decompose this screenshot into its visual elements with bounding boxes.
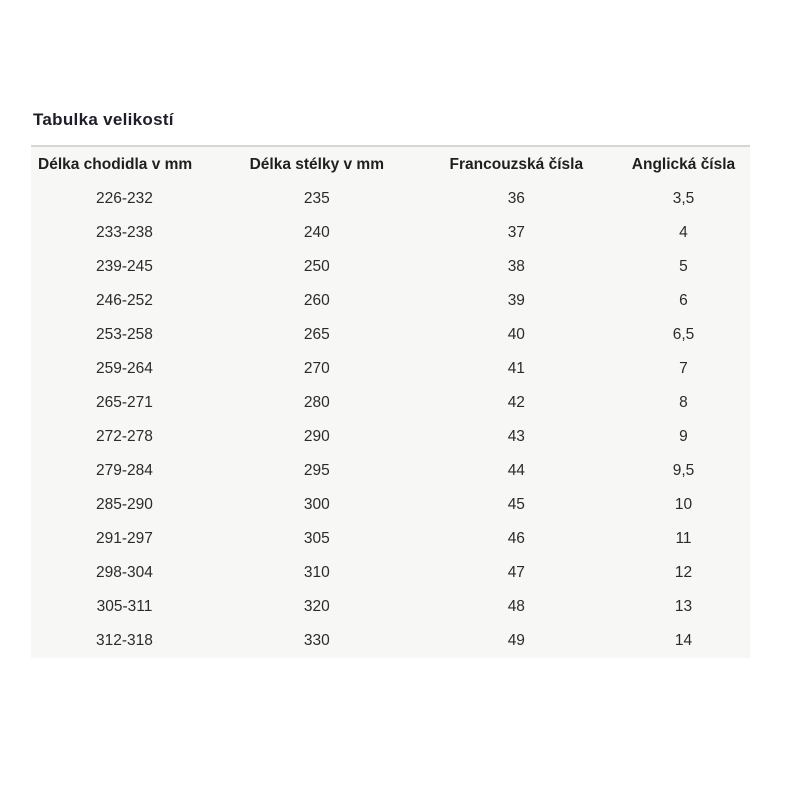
table-cell: 4 (679, 224, 688, 241)
table-cell: 40 (507, 326, 525, 343)
table-cell: 280 (303, 394, 330, 411)
table-cell: 5 (679, 258, 688, 275)
table-cell: 38 (507, 258, 525, 275)
table-cell: 270 (303, 360, 330, 377)
table-row (31, 590, 750, 624)
table-row (31, 488, 750, 522)
size-table-container (31, 145, 750, 658)
table-cell: 43 (507, 428, 525, 445)
table-row (31, 216, 750, 250)
table-row (31, 352, 750, 386)
table-cell: 47 (507, 564, 525, 581)
table-cell: 37 (507, 224, 525, 241)
table-cell: 330 (303, 632, 330, 649)
size-table-header (31, 147, 750, 182)
table-cell: 42 (507, 394, 525, 411)
table-row (31, 250, 750, 284)
page-title: Tabulka velikostí (33, 110, 174, 129)
table-row (31, 284, 750, 318)
table-cell: 3,5 (672, 190, 695, 207)
table-cell: 253-258 (96, 326, 153, 343)
table-cell: 265 (303, 326, 330, 343)
table-cell: 11 (675, 530, 692, 547)
table-cell: 9,5 (672, 462, 695, 479)
table-cell: 320 (303, 598, 330, 615)
table-row (31, 522, 750, 556)
table-cell: 265-271 (96, 394, 153, 411)
table-cell: 259-264 (96, 360, 153, 377)
table-cell: 6,5 (672, 326, 695, 343)
table-cell: 300 (303, 496, 330, 513)
size-table-body (31, 182, 750, 658)
table-cell: 10 (674, 496, 693, 513)
table-cell: 285-290 (96, 496, 153, 513)
table-cell: 305 (303, 530, 330, 547)
table-cell: 260 (303, 292, 330, 309)
table-cell: 246-252 (96, 292, 153, 309)
header-french-sizes: Francouzská čísla (449, 155, 584, 173)
table-cell: 240 (303, 224, 330, 241)
table-cell: 6 (679, 292, 688, 309)
table-row (31, 386, 750, 420)
table-cell: 39 (507, 292, 525, 309)
table-cell: 48 (507, 598, 525, 615)
table-cell: 310 (303, 564, 330, 581)
table-cell: 290 (303, 428, 330, 445)
table-cell: 226-232 (96, 190, 153, 207)
table-cell: 250 (303, 258, 330, 275)
table-cell: 291-297 (96, 530, 153, 547)
table-cell: 279-284 (96, 462, 153, 479)
table-cell: 298-304 (96, 564, 153, 581)
table-cell: 14 (674, 632, 693, 649)
table-row (31, 454, 750, 488)
table-cell: 312-318 (96, 632, 153, 649)
table-cell: 239-245 (96, 258, 153, 275)
table-cell: 41 (507, 360, 525, 377)
table-cell: 233-238 (96, 224, 153, 241)
table-row (31, 556, 750, 590)
table-cell: 36 (507, 190, 525, 207)
table-cell: 49 (507, 632, 525, 649)
table-row (31, 318, 750, 352)
table-cell: 9 (679, 428, 688, 445)
size-table (31, 147, 750, 658)
table-cell: 235 (303, 190, 330, 207)
table-cell: 272-278 (96, 428, 153, 445)
table-cell: 46 (507, 530, 525, 547)
table-row (31, 420, 750, 454)
table-cell: 13 (674, 598, 693, 615)
header-row (31, 147, 750, 182)
header-foot-length: Délka chodidla v mm (38, 155, 193, 173)
table-cell: 8 (679, 394, 688, 411)
table-row (31, 182, 750, 216)
table-row (31, 624, 750, 658)
table-cell: 305-311 (96, 598, 153, 615)
table-cell: 12 (674, 564, 693, 581)
header-english-sizes: Anglická čísla (631, 155, 736, 173)
table-cell: 45 (507, 496, 525, 513)
table-cell: 295 (303, 462, 330, 479)
table-cell: 7 (679, 360, 688, 377)
header-insole-length: Délka stélky v mm (249, 155, 384, 173)
table-cell: 44 (507, 462, 525, 479)
